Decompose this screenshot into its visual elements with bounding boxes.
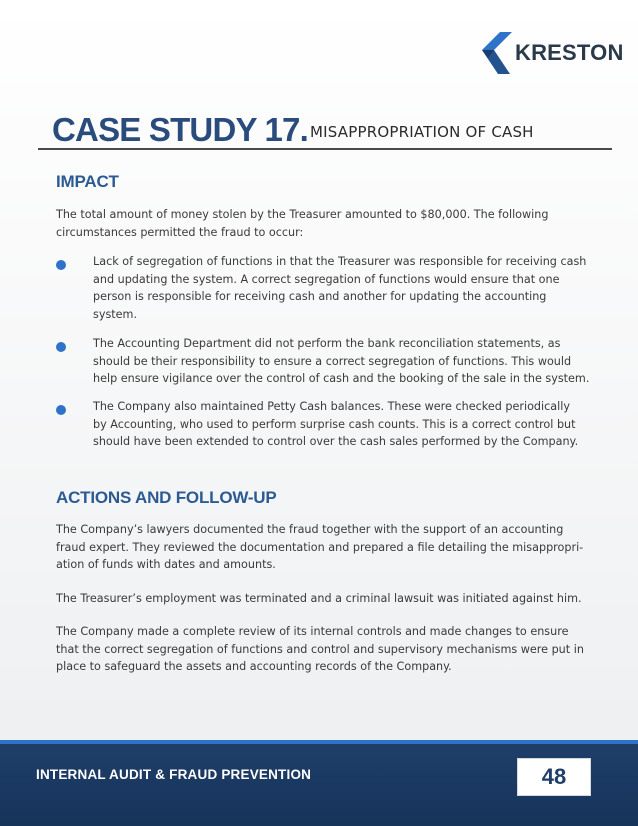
text-line: should have been extended to control over the cash sales performed by the Company. [93,435,579,448]
text-line: fraud expert. They reviewed the documentation and prepared a file detailing the misappropri- [56,540,584,554]
impact-bullet-1 [93,253,593,323]
kreston-k-logo-icon [480,28,520,78]
page-title [52,110,612,150]
text-line: The Company’s lawyers documented the fraud together with the support of an accounting [56,523,564,536]
case-study-title: CASE STUDY 17. [52,111,308,148]
bullet-dot [56,260,66,270]
text-line: by Accounting, who used to perform surprise cash counts. This is a correct control but [93,417,576,431]
text-line: The total amount of money stolen by the Treasurer amounted to $80,000. The following [56,208,549,221]
impact-bullet-2 [93,335,593,388]
text-line: help ensure vigilance over the control of cash and the booking of the sale in the system. [93,372,590,385]
impact-intro [56,206,576,241]
text-line: should be their responsibility to ensure a correct segregation of functions. This would [93,354,572,368]
bullet-dot [56,405,66,415]
text-line: place to safeguard the assets and accounting records of the Company. [56,660,452,673]
text-line: The Accounting Department did not perform the bank reconciliation statements, as [93,337,561,350]
text-line: system. [93,307,138,321]
footer-title: INTERNAL AUDIT & FRAUD PREVENTION [36,767,312,782]
page-footer [0,740,638,826]
title-divider [38,148,612,150]
text-line: Lack of segregation of functions in that the Treasurer was responsible for receiving cash [93,255,587,268]
impact-bullet-3 [93,398,593,451]
page-number-box [517,758,591,796]
footer-accent-stripe [0,740,638,744]
text-line: ation of funds with dates and amounts. [56,558,276,571]
case-study-subtitle: MISAPPROPRIATION OF CASH [310,123,534,141]
text-line: The Company also maintained Petty Cash balances. These were checked periodically [93,400,570,413]
text-line: The Treasurer’s employment was terminated and a criminal lawsuit was initiated against him. [56,592,582,605]
text-line: circumstances permitted the fraud to occur: [56,225,304,239]
bullet-dot [56,342,66,352]
actions-paragraph-3 [56,623,596,676]
actions-heading: ACTIONS AND FOLLOW-UP [56,488,277,507]
brand-name: KRESTON [515,40,624,65]
text-line: and updating the system. A correct segregation of functions would ensure that one [93,272,560,286]
text-line: person is responsible for receiving cash and another for updating the accounting [93,290,547,303]
actions-paragraph-1 [56,521,596,574]
actions-paragraph-2 [56,590,596,608]
impact-heading: IMPACT [56,172,119,191]
page-number: 48 [541,764,567,789]
text-line: The Company made a complete review of its internal controls and made changes to ensure [56,625,569,638]
kreston-logo [480,28,624,78]
text-line: that the correct segregation of functions and control and supervisory mechanisms were put in [56,642,584,656]
